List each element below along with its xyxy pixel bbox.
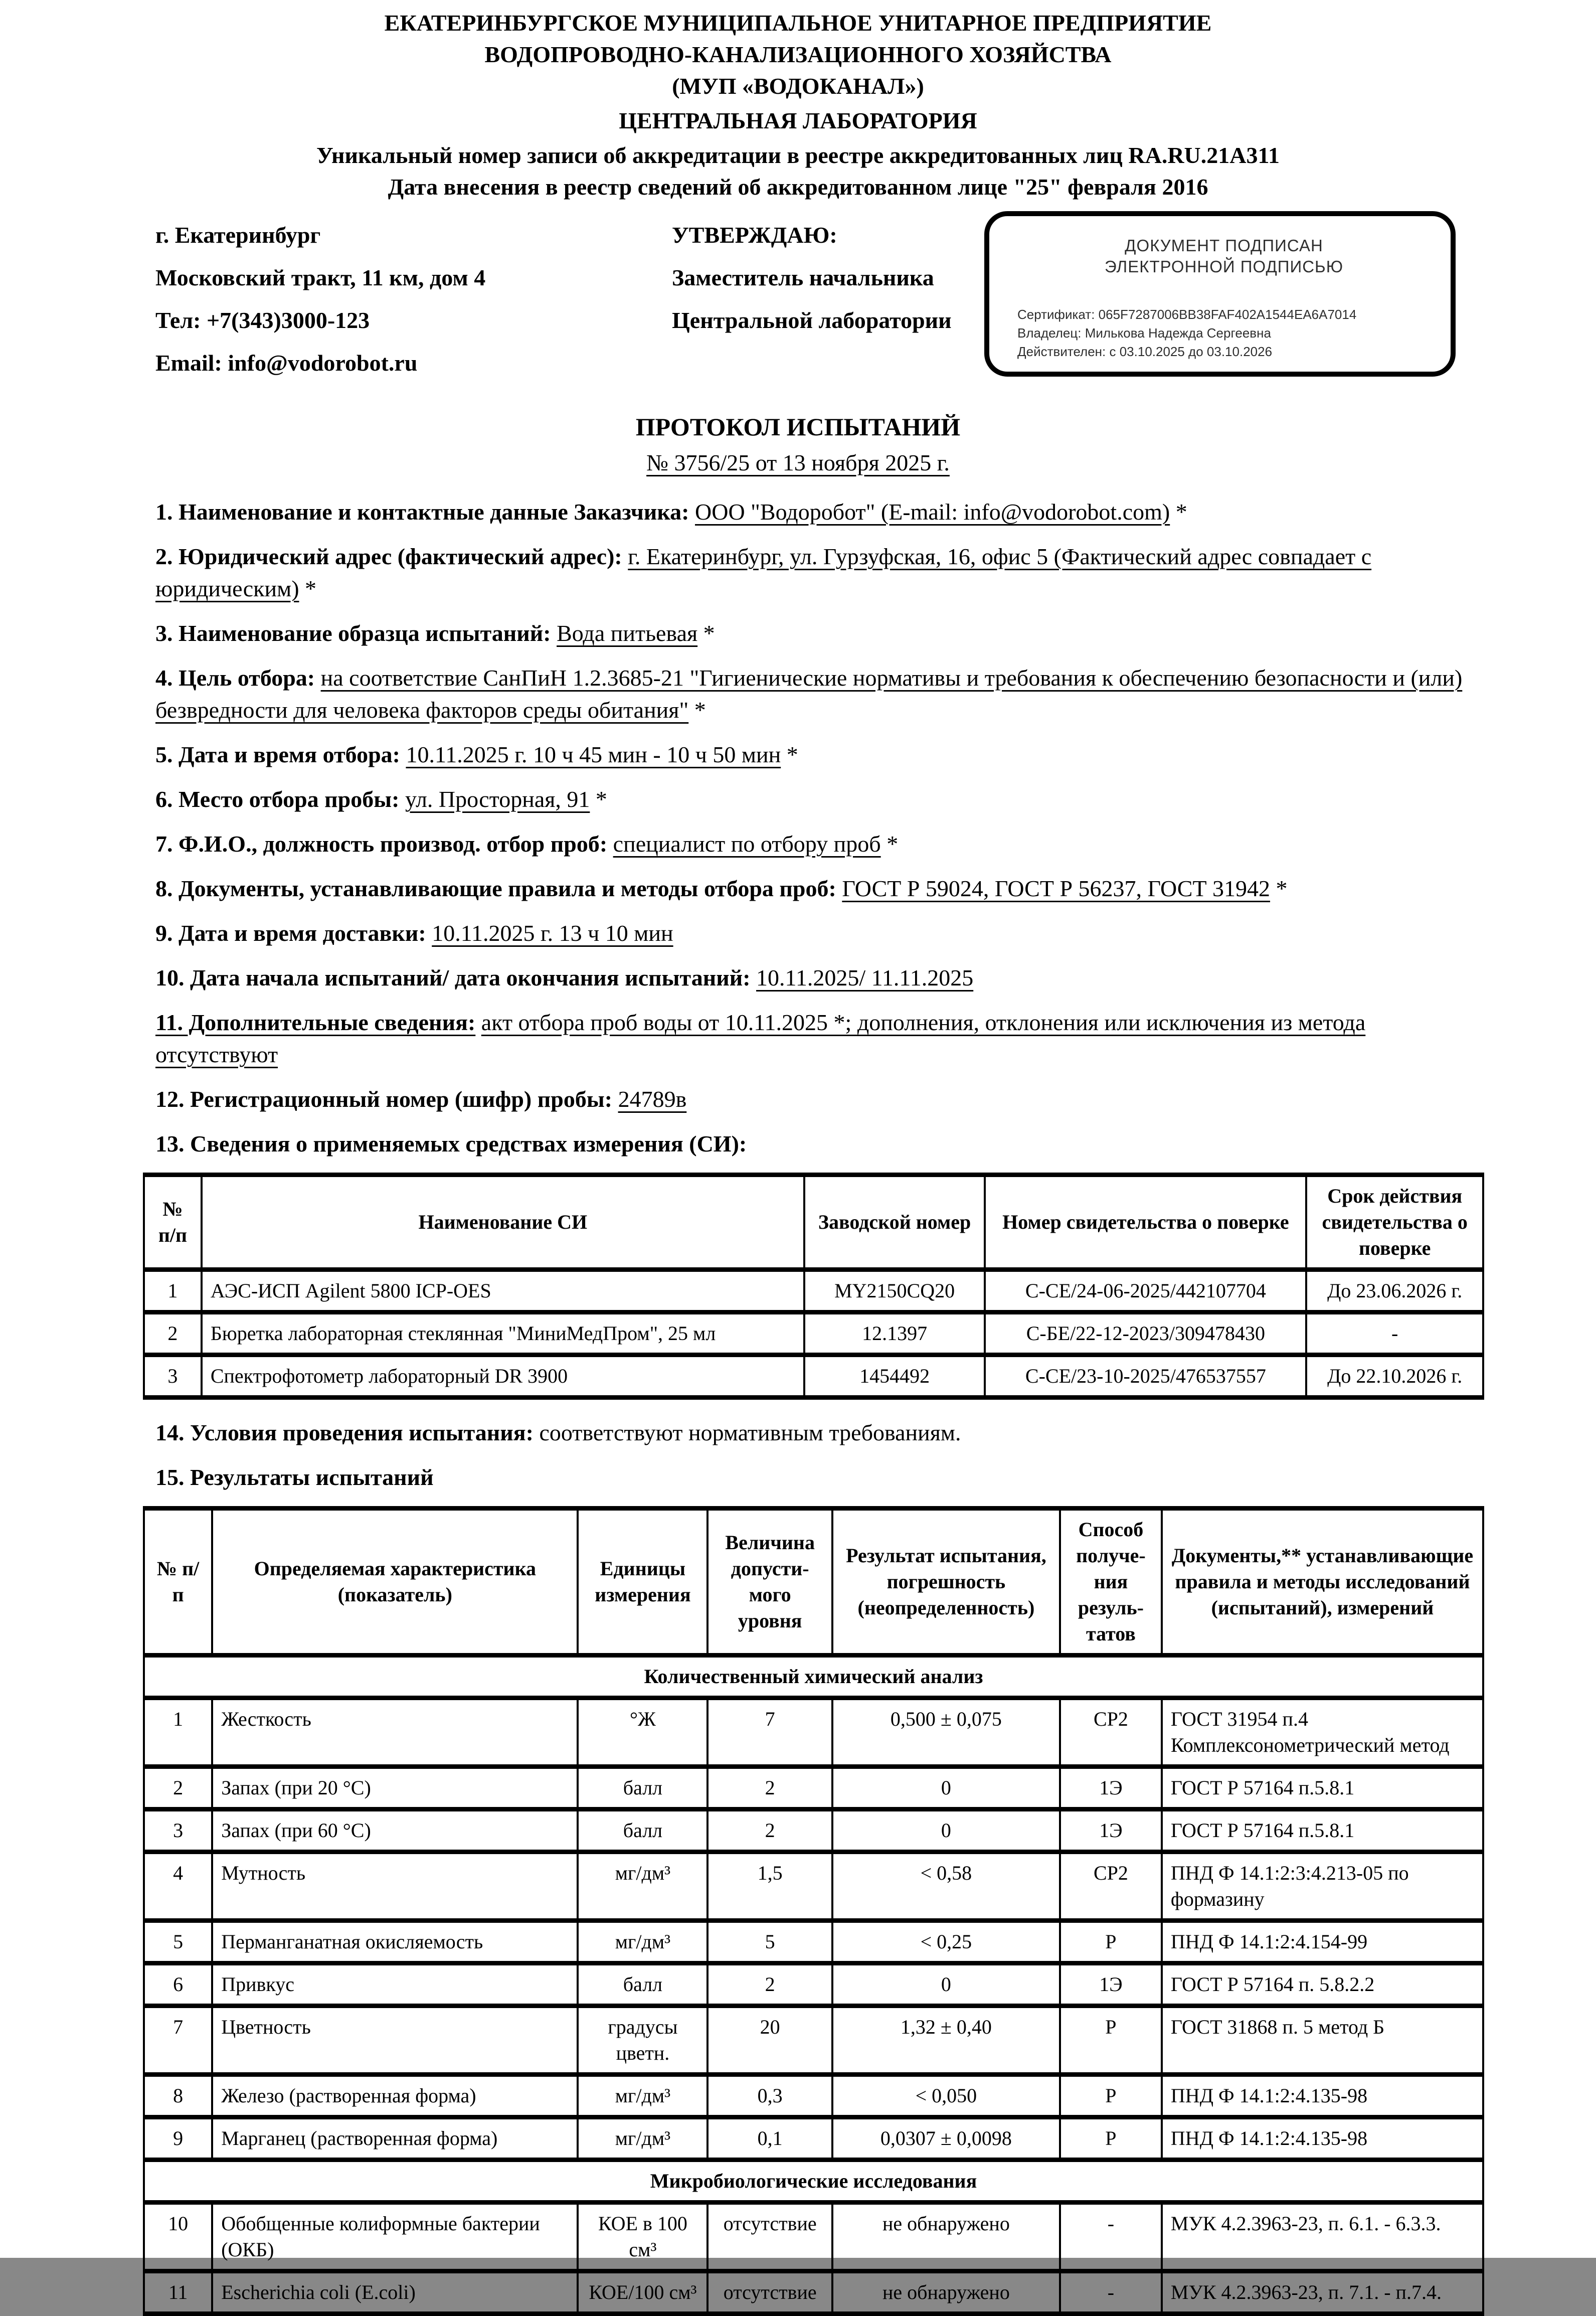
result-value: < 0,25 bbox=[832, 1921, 1060, 1963]
si-cell-certificate: С-БЕ/22-12-2023/309478430 bbox=[985, 1312, 1306, 1355]
item-sampling-datetime: 5. Дата и время отбора: 10.11.2025 г. 10 ч 45 мин - 10 ч 50 мин * bbox=[155, 742, 798, 767]
result-docs: ГОСТ Р 57164 п.5.8.1 bbox=[1162, 1767, 1483, 1809]
document-title: ПРОТОКОЛ ИСПЫТАНИЙ bbox=[635, 413, 961, 441]
item-sampling-docs: 8. Документы, устанавливающие правила и методы отбора проб: ГОСТ Р 59024, ГОСТ Р 56237, ГОСТ 31942 * bbox=[155, 876, 1288, 901]
result-row bbox=[144, 1921, 1483, 1963]
result-num: 9 bbox=[144, 2117, 212, 2160]
result-method-type: 1Э bbox=[1060, 1963, 1162, 2006]
result-row bbox=[144, 1852, 1483, 1921]
si-cell-certificate: С-СЕ/24-06-2025/442107704 bbox=[985, 1270, 1306, 1312]
result-method-type: СР2 bbox=[1060, 1698, 1162, 1767]
result-method-type: Р bbox=[1060, 1921, 1162, 1963]
result-value: 0 bbox=[832, 1767, 1060, 1809]
si-header-certificate: Номер свидетельства о поверке bbox=[985, 1175, 1306, 1270]
item-test-conditions: 14. Условия проведения испытания: соответствуют нормативным требованиям. bbox=[155, 1420, 961, 1445]
si-cell-name: Спектрофотометр лабораторный DR 3900 bbox=[202, 1355, 804, 1398]
si-cell-serial: 12.1397 bbox=[804, 1312, 985, 1355]
contact-email: Email: info@vodorobot.ru bbox=[155, 350, 418, 376]
result-value: < 0,050 bbox=[832, 2075, 1060, 2117]
result-row bbox=[144, 2271, 1483, 2314]
result-row bbox=[144, 2075, 1483, 2117]
top-info-row bbox=[0, 214, 1596, 394]
results-header-limit: Величина допусти-мого уровня bbox=[707, 1509, 832, 1656]
item-registration-number: 12. Регистрационный номер (шифр) пробы: 24789в bbox=[155, 1086, 687, 1112]
result-num: 10 bbox=[144, 2203, 212, 2271]
result-row bbox=[144, 2117, 1483, 2160]
result-row bbox=[144, 1698, 1483, 1767]
result-num: 5 bbox=[144, 1921, 212, 1963]
result-value: не обнаружено bbox=[832, 2203, 1060, 2271]
result-characteristic: Обобщенные колиформные бактерии (ОКБ) bbox=[212, 2203, 578, 2271]
result-value: 0 bbox=[832, 1809, 1060, 1852]
si-cell-num: 2 bbox=[144, 1312, 202, 1355]
protocol-items bbox=[155, 496, 1468, 1160]
contact-phone: Тел: +7(343)3000-123 bbox=[155, 307, 370, 333]
result-num: 8 bbox=[144, 2075, 212, 2117]
result-limit: 2 bbox=[707, 1809, 832, 1852]
stamp-title-line2: ЭЛЕКТРОННОЙ ПОДПИСЬЮ bbox=[1104, 257, 1344, 276]
si-cell-name: Бюретка лабораторная стеклянная "МиниМедПром", 25 мл bbox=[202, 1312, 804, 1355]
si-row bbox=[144, 1312, 1483, 1355]
result-docs: ПНД Ф 14.1:2:4.154-99 bbox=[1162, 1921, 1483, 1963]
section-title: Количественный химический анализ bbox=[144, 1656, 1483, 1698]
result-value: < 0,58 bbox=[832, 1852, 1060, 1921]
result-docs: МУК 4.2.3963-23, п. 6.1. - 6.3.3. bbox=[1162, 2203, 1483, 2271]
results-header-units: Единицы измерения bbox=[578, 1509, 707, 1656]
result-limit: отсутствие bbox=[707, 2203, 832, 2271]
result-method-type: 1Э bbox=[1060, 1767, 1162, 1809]
result-units: °Ж bbox=[578, 1698, 707, 1767]
result-limit: 2 bbox=[707, 1767, 832, 1809]
si-cell-num: 1 bbox=[144, 1270, 202, 1312]
result-docs: ГОСТ 31868 п. 5 метод Б bbox=[1162, 2006, 1483, 2075]
result-value: 0,500 ± 0,075 bbox=[832, 1698, 1060, 1767]
result-num: 11 bbox=[144, 2271, 212, 2314]
stamp-details bbox=[1017, 305, 1431, 361]
result-limit: 0,3 bbox=[707, 2075, 832, 2117]
result-limit: 20 bbox=[707, 2006, 832, 2075]
item-results-heading: 15. Результаты испытаний bbox=[155, 1464, 434, 1490]
result-units: мг/дм³ bbox=[578, 2075, 707, 2117]
result-value: 0,0307 ± 0,0098 bbox=[832, 2117, 1060, 2160]
result-value: 1,32 ± 0,40 bbox=[832, 2006, 1060, 2075]
contact-address: Московский тракт, 11 км, дом 4 bbox=[155, 265, 486, 290]
si-cell-name: АЭС-ИСП Agilent 5800 ICP-OES bbox=[202, 1270, 804, 1312]
result-row bbox=[144, 1767, 1483, 1809]
accreditation-number-line: Уникальный номер записи об аккредитации в реестре аккредитованных лиц RA.RU.21А311 bbox=[316, 142, 1280, 168]
org-name-line1: ЕКАТЕРИНБУРГСКОЕ МУНИЦИПАЛЬНОЕ УНИТАРНОЕ ПРЕДПРИЯТИЕ bbox=[384, 10, 1212, 36]
result-row bbox=[144, 1963, 1483, 2006]
result-characteristic: Запах (при 20 °С) bbox=[212, 1767, 578, 1809]
result-docs: ПНД Ф 14.1:2:3:4.213-05 по формазину bbox=[1162, 1852, 1483, 1921]
result-row bbox=[144, 2006, 1483, 2075]
document-number: № 3756/25 от 13 ноября 2025 г. bbox=[646, 450, 950, 475]
si-header-serial: Заводской номер bbox=[804, 1175, 985, 1270]
result-characteristic: Марганец (растворенная форма) bbox=[212, 2117, 578, 2160]
result-docs: ГОСТ 31954 п.4 Комплексонометрический метод bbox=[1162, 1698, 1483, 1767]
item-sample-name: 3. Наименование образца испытаний: Вода питьевая * bbox=[155, 620, 715, 646]
result-docs: МУК 4.2.3963-23, п. 7.1. - п.7.4. bbox=[1162, 2271, 1483, 2314]
result-num: 1 bbox=[144, 1698, 212, 1767]
si-cell-serial: MY2150CQ20 bbox=[804, 1270, 985, 1312]
result-characteristic: Запах (при 60 °С) bbox=[212, 1809, 578, 1852]
result-units: мг/дм³ bbox=[578, 2117, 707, 2160]
result-units: балл bbox=[578, 1809, 707, 1852]
accreditation-date-line: Дата внесения в реестр сведений об аккредитованном лице "25" февраля 2016 bbox=[388, 174, 1208, 200]
org-name-line2: ВОДОПРОВОДНО-КАНАЛИЗАЦИОННОГО ХОЗЯЙСТВА bbox=[484, 42, 1112, 67]
result-characteristic: Цветность bbox=[212, 2006, 578, 2075]
result-units: мг/дм³ bbox=[578, 1852, 707, 1921]
result-method-type: СР2 bbox=[1060, 1852, 1162, 1921]
results-header-num: № п/п bbox=[144, 1509, 212, 1656]
result-characteristic: Мутность bbox=[212, 1852, 578, 1921]
stamp-certificate: Сертификат: 065F7287006BB38FAF402A1544EA6A7014 bbox=[1017, 307, 1357, 322]
item-sampling-place: 6. Место отбора пробы: ул. Просторная, 91 * bbox=[155, 786, 607, 812]
approval-title: УТВЕРЖДАЮ: bbox=[672, 222, 837, 248]
result-units: КОЕ/100 см³ bbox=[578, 2271, 707, 2314]
result-units: КОЕ в 100 см³ bbox=[578, 2203, 707, 2271]
org-header bbox=[0, 0, 1596, 203]
electronic-signature-stamp bbox=[984, 211, 1456, 377]
result-characteristic: Перманганатная окисляемость bbox=[212, 1921, 578, 1963]
si-cell-serial: 1454492 bbox=[804, 1355, 985, 1398]
result-row bbox=[144, 2203, 1483, 2271]
result-docs: ПНД Ф 14.1:2:4.135-98 bbox=[1162, 2117, 1483, 2160]
org-short-name: (МУП «ВОДОКАНАЛ») bbox=[672, 73, 924, 99]
result-characteristic: Привкус bbox=[212, 1963, 578, 2006]
si-header-num: № п/п bbox=[144, 1175, 202, 1270]
result-units: балл bbox=[578, 1767, 707, 1809]
result-method-type: Р bbox=[1060, 2006, 1162, 2075]
approval-block bbox=[672, 214, 952, 342]
si-table bbox=[143, 1173, 1484, 1400]
result-value: не обнаружено bbox=[832, 2271, 1060, 2314]
item-si-heading: 13. Сведения о применяемых средствах измерения (СИ): bbox=[155, 1131, 747, 1156]
result-method-type: 1Э bbox=[1060, 1809, 1162, 1852]
result-docs: ГОСТ Р 57164 п.5.8.1 bbox=[1162, 1809, 1483, 1852]
result-characteristic: Жесткость bbox=[212, 1698, 578, 1767]
result-value: 0 bbox=[832, 1963, 1060, 2006]
results-header-row bbox=[144, 1509, 1483, 1656]
results-header-docs: Документы,** устанавливающие правила и методы исследований (испытаний), измерений bbox=[1162, 1509, 1483, 1656]
result-docs: ПНД Ф 14.1:2:4.135-98 bbox=[1162, 2075, 1483, 2117]
approval-position-line2: Центральной лаборатории bbox=[672, 307, 952, 333]
result-method-type: - bbox=[1060, 2271, 1162, 2314]
si-cell-num: 3 bbox=[144, 1355, 202, 1398]
si-row bbox=[144, 1355, 1483, 1398]
result-method-type: Р bbox=[1060, 2117, 1162, 2160]
si-header-row bbox=[144, 1175, 1483, 1270]
stamp-title-line1: ДОКУМЕНТ ПОДПИСАН bbox=[1125, 236, 1323, 255]
result-num: 7 bbox=[144, 2006, 212, 2075]
contact-city: г. Екатеринбург bbox=[155, 222, 321, 248]
lab-name: ЦЕНТРАЛЬНАЯ ЛАБОРАТОРИЯ bbox=[619, 108, 977, 133]
result-characteristic: Железо (растворенная форма) bbox=[212, 2075, 578, 2117]
si-cell-certificate: С-СЕ/23-10-2025/476537557 bbox=[985, 1355, 1306, 1398]
section-title: Микробиологические исследования bbox=[144, 2160, 1483, 2203]
results-header-method-type: Способ получе-ния резуль-татов bbox=[1060, 1509, 1162, 1656]
result-num: 6 bbox=[144, 1963, 212, 2006]
item-additional-info: 11. Дополнительные сведения: акт отбора проб воды от 10.11.2025 *; дополнения, отклонения или исключения из метода отсутствуют bbox=[155, 1010, 1366, 1067]
result-limit: 2 bbox=[707, 1963, 832, 2006]
si-header-name: Наименование СИ bbox=[202, 1175, 804, 1270]
results-table bbox=[143, 1506, 1484, 2316]
result-units: мг/дм³ bbox=[578, 1921, 707, 1963]
result-limit: отсутствие bbox=[707, 2271, 832, 2314]
si-cell-validity: До 23.06.2026 г. bbox=[1306, 1270, 1483, 1312]
results-section-microbiology bbox=[144, 2160, 1483, 2203]
result-units: балл bbox=[578, 1963, 707, 2006]
post-si-items bbox=[155, 1417, 1468, 1494]
results-header-result: Результат испытания, погрешность (неопределенность) bbox=[832, 1509, 1060, 1656]
result-limit: 0,1 bbox=[707, 2117, 832, 2160]
results-section-chemical bbox=[144, 1656, 1483, 1698]
results-header-characteristic: Определяемая характеристика (показатель) bbox=[212, 1509, 578, 1656]
result-method-type: Р bbox=[1060, 2075, 1162, 2117]
stamp-title bbox=[1017, 235, 1431, 277]
item-sampling-purpose: 4. Цель отбора: на соответствие СанПиН 1.2.3685-21 "Гигиенические нормативы и требования к обеспечению безопасности и (или) безвредности для человека факторов среды обитания" * bbox=[155, 665, 1463, 723]
result-limit: 1,5 bbox=[707, 1852, 832, 1921]
item-delivery-datetime: 9. Дата и время доставки: 10.11.2025 г. 13 ч 10 мин bbox=[155, 920, 673, 946]
result-row bbox=[144, 1809, 1483, 1852]
result-num: 3 bbox=[144, 1809, 212, 1852]
result-method-type: - bbox=[1060, 2203, 1162, 2271]
result-num: 2 bbox=[144, 1767, 212, 1809]
si-cell-validity: - bbox=[1306, 1312, 1483, 1355]
item-test-dates: 10. Дата начала испытаний/ дата окончания испытаний: 10.11.2025/ 11.11.2025 bbox=[155, 965, 974, 990]
result-docs: ГОСТ Р 57164 п. 5.8.2.2 bbox=[1162, 1963, 1483, 2006]
result-limit: 7 bbox=[707, 1698, 832, 1767]
stamp-owner: Владелец: Милькова Надежда Сергеевна bbox=[1017, 325, 1271, 341]
si-row bbox=[144, 1270, 1483, 1312]
si-header-validity: Срок действия свидетельства о поверке bbox=[1306, 1175, 1483, 1270]
item-customer: 1. Наименование и контактные данные Заказчика: ООО "Водоробот" (E-mail: info@vodorobot.com) * bbox=[155, 499, 1187, 525]
approval-position-line1: Заместитель начальника bbox=[672, 265, 934, 290]
result-limit: 5 bbox=[707, 1921, 832, 1963]
stamp-validity: Действителен: с 03.10.2025 до 03.10.2026 bbox=[1017, 344, 1273, 359]
item-sampler: 7. Ф.И.О., должность производ. отбор проб: специалист по отбору проб * bbox=[155, 831, 899, 857]
result-characteristic: Escherichia coli (E.coli) bbox=[212, 2271, 578, 2314]
result-num: 4 bbox=[144, 1852, 212, 1921]
item-legal-address: 2. Юридический адрес (фактический адрес): г. Екатеринбург, ул. Гурзуфская, 16, офис 5 (Фактический адрес совпадает с юридическим) * bbox=[155, 544, 1372, 601]
si-cell-validity: До 22.10.2026 г. bbox=[1306, 1355, 1483, 1398]
result-units: градусы цветн. bbox=[578, 2006, 707, 2075]
